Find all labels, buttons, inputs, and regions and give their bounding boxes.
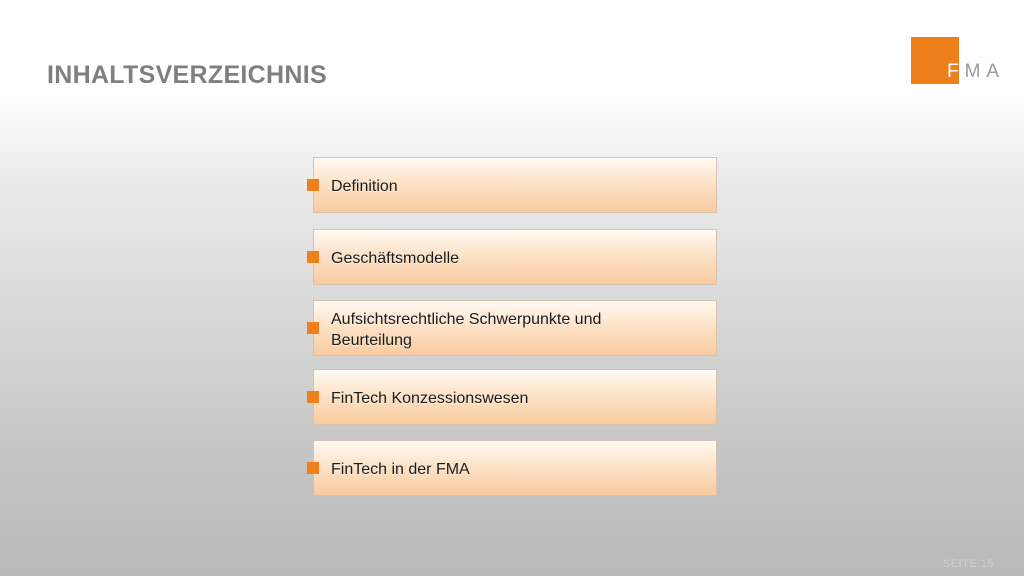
fma-logo bbox=[911, 37, 1021, 87]
toc-item-geschaeftsmodelle[interactable] bbox=[313, 229, 717, 285]
page-number: SEITE 15 bbox=[942, 558, 994, 570]
toc-item-label: Definition bbox=[331, 178, 398, 195]
toc-item-label: Geschäftsmodelle bbox=[331, 250, 460, 267]
toc-item-konzessionswesen[interactable] bbox=[313, 369, 717, 425]
bullet-square-icon bbox=[307, 462, 319, 474]
toc-item-fintech-fma[interactable] bbox=[313, 440, 717, 496]
toc-item-aufsicht[interactable] bbox=[313, 300, 717, 356]
bullet-square-icon bbox=[307, 322, 319, 334]
bullet-square-icon bbox=[307, 251, 319, 263]
toc-item-label: Aufsichtsrechtliche Schwerpunkte und Beurteilung bbox=[331, 311, 602, 349]
toc-item-label: FinTech Konzessionswesen bbox=[331, 390, 529, 407]
logo-letters-ma: MA bbox=[964, 61, 1006, 82]
slide-title: INHALTSVERZEICHNIS bbox=[47, 61, 327, 89]
toc-item-definition[interactable] bbox=[313, 157, 717, 213]
logo-text bbox=[947, 61, 1005, 83]
bullet-square-icon bbox=[307, 391, 319, 403]
logo-letter-f: F bbox=[947, 61, 965, 82]
toc-item-label: FinTech in der FMA bbox=[331, 461, 470, 478]
bullet-square-icon bbox=[307, 179, 319, 191]
